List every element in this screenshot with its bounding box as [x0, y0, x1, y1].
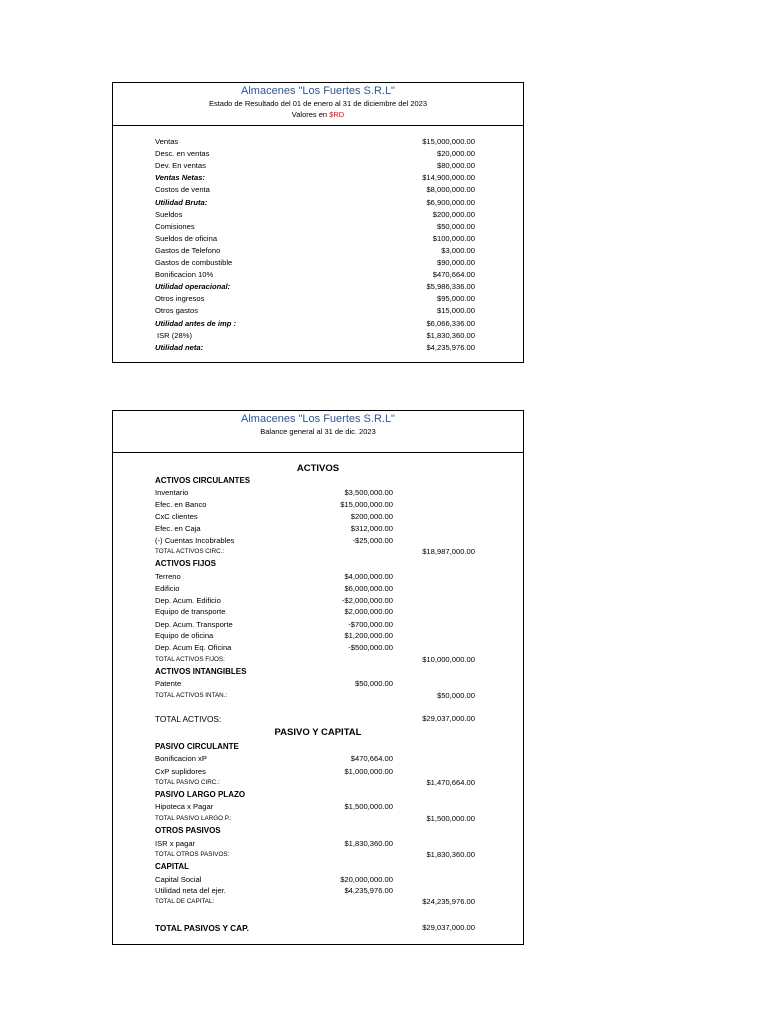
section-heading: ACTIVOS [296, 463, 340, 474]
income-label: Sueldos de oficina [155, 233, 218, 243]
income-row [113, 305, 523, 317]
income-row [113, 160, 523, 172]
account-label: Hipoteca x Pagar [155, 802, 214, 811]
account-amount: $4,235,976.00 [344, 886, 393, 895]
income-statement-header [113, 83, 523, 126]
income-value: $14,900,000.00 [422, 173, 475, 183]
account-amount: $312,000.00 [350, 524, 393, 533]
balance-row [113, 571, 523, 583]
account-amount: $6,000,000.00 [344, 584, 393, 593]
company-name: Almacenes "Los Fuertes S.R.L" [241, 85, 395, 97]
balance-row [113, 666, 523, 678]
income-row [113, 233, 523, 245]
income-value: $8,000,000.00 [426, 185, 475, 195]
income-row [113, 330, 523, 342]
account-label: Equipo de oficina [155, 631, 214, 640]
income-row [113, 197, 523, 209]
total-amount: $10,000,000.00 [422, 655, 475, 664]
account-label: TOTAL ACTIVOS: [155, 714, 222, 724]
balance-date: Balance general al 31 de dic. 2023 [260, 427, 376, 436]
balance-row [113, 606, 523, 618]
balance-row [113, 583, 523, 595]
account-amount: $200,000.00 [350, 512, 393, 521]
income-label: Otros ingresos [155, 294, 205, 304]
account-amount: $20,000,000.00 [340, 875, 393, 884]
balance-row [113, 642, 523, 654]
balance-row [113, 475, 523, 487]
balance-row [113, 861, 523, 873]
balance-row [113, 713, 523, 725]
income-row [113, 269, 523, 281]
income-row [113, 257, 523, 269]
account-label: TOTAL DE CAPITAL: [155, 898, 215, 905]
account-amount: $15,000,000.00 [340, 500, 393, 509]
income-value: $6,900,000.00 [426, 197, 475, 207]
income-row [113, 318, 523, 330]
total-amount: $24,235,976.00 [422, 897, 475, 906]
account-label: (-) Cuentas Incobrables [155, 536, 235, 545]
income-value: $15,000,000.00 [422, 137, 475, 146]
total-amount: $29,037,000.00 [422, 714, 475, 723]
statement-period: Estado de Resultado del 01 de enero al 31 de diciembre del 2023 [208, 99, 428, 108]
total-amount: $1,500,000.00 [426, 814, 475, 823]
account-label: TOTAL PASIVOS Y CAP. [155, 923, 249, 933]
account-group-label: ACTIVOS CIRCULANTES [155, 476, 251, 485]
account-amount: $1,500,000.00 [344, 802, 393, 811]
income-label: Ventas Netas: [155, 173, 205, 183]
account-amount: -$25,000.00 [352, 536, 393, 545]
income-value: $100,000.00 [432, 233, 475, 243]
income-row [113, 209, 523, 221]
account-amount: $1,200,000.00 [344, 631, 393, 640]
total-amount: $29,037,000.00 [422, 923, 475, 932]
account-group-label: OTROS PASIVOS [155, 826, 221, 835]
account-amount: $2,000,000.00 [344, 607, 393, 616]
account-group-label: PASIVO LARGO PLAZO [155, 790, 246, 799]
account-label: ISR x pagar [155, 839, 196, 848]
income-value: $5,986,336.00 [426, 282, 475, 292]
balance-row [113, 741, 523, 753]
income-row [113, 184, 523, 196]
balance-row [113, 630, 523, 642]
balance-row [113, 801, 523, 813]
account-amount: $50,000.00 [354, 679, 393, 688]
balance-row [113, 678, 523, 690]
account-label: Dep. Acum Eq. Oficina [155, 643, 232, 652]
account-label: Terreno [155, 572, 181, 581]
income-value: $80,000.00 [436, 161, 475, 171]
income-row [113, 342, 523, 354]
income-row [113, 293, 523, 305]
balance-row [113, 789, 523, 801]
income-label: Otros gastos [155, 306, 199, 316]
balance-row [113, 654, 523, 666]
income-row [113, 148, 523, 160]
account-label: TOTAL OTROS PASIVOS: [155, 851, 230, 858]
balance-row [113, 546, 523, 558]
balance-sheet-header [113, 411, 523, 453]
income-row [113, 245, 523, 257]
currency-label: Valores en [291, 110, 330, 119]
section-heading: PASIVO Y CAPITAL [274, 727, 362, 738]
account-amount: -$500,000.00 [348, 643, 393, 652]
account-amount: -$2,000,000.00 [341, 596, 393, 605]
company-name: Almacenes "Los Fuertes S.R.L" [241, 413, 395, 425]
account-label: TOTAL ACTIVOS FIJOS: [155, 656, 225, 663]
account-label: TOTAL PASIVO LARGO P.: [155, 815, 232, 822]
balance-row [113, 777, 523, 789]
account-label: Utilidad neta del ejer. [155, 886, 226, 895]
account-label: Efec. en Caja [155, 524, 201, 533]
account-label: TOTAL PASIVO CIRC.: [155, 779, 220, 786]
income-value: $6,066,336.00 [426, 318, 475, 328]
account-amount: -$700,000.00 [348, 620, 393, 629]
balance-row [113, 690, 523, 702]
account-label: TOTAL ACTIVOS INTAN.: [155, 692, 228, 699]
income-label: Utilidad antes de imp : [155, 318, 237, 328]
account-label: Inventario [155, 488, 189, 497]
balance-row [113, 849, 523, 861]
balance-row [113, 523, 523, 535]
income-row [113, 136, 523, 148]
account-amount: $1,000,000.00 [344, 767, 393, 776]
income-value: $1,830,360.00 [426, 330, 475, 340]
income-label: Ventas [155, 137, 179, 146]
income-value: $3,000.00 [441, 245, 475, 255]
total-amount: $18,987,000.00 [422, 547, 475, 556]
balance-sheet [112, 410, 524, 945]
account-label: Bonificacion xP [155, 754, 207, 763]
income-statement [112, 82, 524, 363]
account-group-label: ACTIVOS FIJOS [155, 559, 216, 568]
total-amount: $1,830,360.00 [426, 850, 475, 859]
balance-row [113, 896, 523, 908]
income-label: Utilidad Bruta: [155, 197, 208, 207]
account-label: Efec. en Banco [155, 500, 207, 509]
income-label: Comisiones [155, 221, 195, 231]
account-label: Dep. Acum. Edificio [155, 596, 221, 605]
income-value: $20,000.00 [436, 149, 475, 159]
account-amount: $4,000,000.00 [344, 572, 393, 581]
income-label: Dev. En ventas [155, 161, 206, 171]
income-value: $4,235,976.00 [426, 342, 475, 352]
total-amount: $1,470,664.00 [426, 778, 475, 787]
balance-row [113, 558, 523, 570]
income-value: $95,000.00 [436, 294, 475, 304]
income-label: Bonificacion 10% [155, 270, 214, 280]
balance-row [113, 753, 523, 765]
total-amount: $50,000.00 [436, 691, 475, 700]
income-row [113, 281, 523, 293]
account-label: Patente [155, 679, 182, 688]
account-group-label: PASIVO CIRCULANTE [155, 742, 239, 751]
balance-row [113, 825, 523, 837]
income-label: Gastos de combustible [155, 258, 233, 267]
balance-row [113, 922, 523, 934]
balance-row [113, 511, 523, 523]
account-amount: $3,500,000.00 [344, 488, 393, 497]
income-value: $50,000.00 [436, 221, 475, 231]
income-label: Gastos de Telefono [155, 245, 221, 255]
balance-row [113, 813, 523, 825]
account-label: TOTAL ACTIVOS CIRC.: [155, 548, 225, 555]
account-label: Capital Social [155, 875, 202, 884]
income-label: Sueldos [155, 209, 183, 219]
currency-note [113, 109, 523, 120]
account-label: CxC clientes [155, 512, 198, 521]
income-label: Utilidad neta: [155, 342, 204, 352]
account-label: CxP suplidores [155, 767, 206, 776]
income-label: Utilidad operacional: [155, 282, 231, 292]
income-value: $15,000.00 [436, 306, 475, 316]
balance-row [113, 487, 523, 499]
income-value: $200,000.00 [432, 209, 475, 219]
income-row [113, 172, 523, 184]
income-value: $90,000.00 [436, 258, 475, 267]
income-label: Desc. en ventas [155, 149, 210, 159]
account-label: Edificio [155, 584, 180, 593]
account-label: Equipo de transporte [155, 607, 226, 616]
balance-row [113, 499, 523, 511]
account-label: Dep. Acum. Transporte [155, 620, 233, 629]
account-group-label: CAPITAL [155, 862, 190, 871]
account-amount: $470,664.00 [350, 754, 393, 763]
account-group-label: ACTIVOS INTANGIBLES [155, 667, 247, 676]
account-amount: $1,830,360.00 [344, 839, 393, 848]
income-value: $470,664.00 [432, 270, 475, 280]
income-label: ISR (28%) [157, 330, 193, 340]
income-label: Costos de venta [155, 185, 210, 195]
currency-code: $RD [329, 110, 345, 119]
income-row [113, 221, 523, 233]
